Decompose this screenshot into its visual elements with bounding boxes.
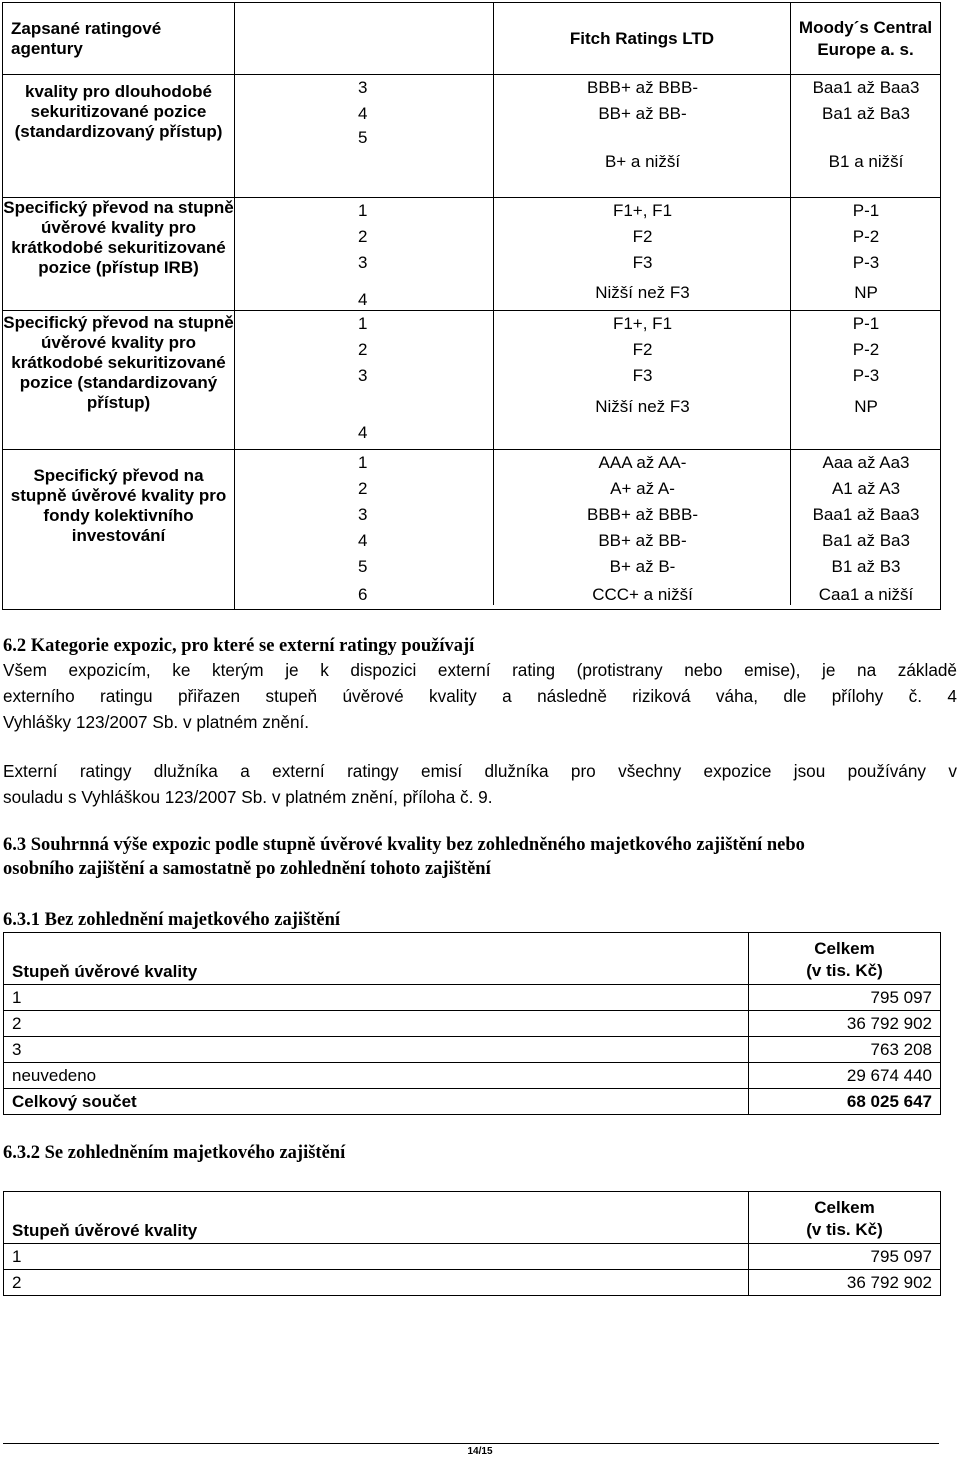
moodys-rating: P-3 [852,253,880,272]
fitch-rating: BBB+ až BBB- [586,78,699,97]
fitch-rating: F2 [632,227,653,246]
heading-line: 6.3 Souhrnná výše expozic podle stupně úvěrové kvality bez zohledněného majetkového zajištění nebo [3,835,805,855]
group-rows [235,450,941,610]
row-label: neuvedeno [4,1063,749,1089]
page-number: 14/15 [467,1446,493,1457]
step-number: 2 [358,479,368,498]
header-total [749,1192,941,1244]
ratings-group [3,75,941,198]
header-quality-step: Stupeň úvěrové kvality [4,933,749,985]
moodys-rating: P-3 [852,366,880,385]
moodys-rating: Baa1 až Baa3 [812,78,920,97]
table-row [4,1011,941,1037]
step-number: 1 [358,201,368,220]
ratings-mapping-table [2,2,941,610]
header-blank [235,3,494,75]
section-6-3-1-heading: 6.3.1 Bez zohlednění majetkového zajištění [3,910,341,930]
group-rows [235,75,941,198]
header-quality-step: Stupeň úvěrové kvality [4,1192,749,1244]
paragraph-line: Externí ratingy dlužníka a externí ratingy emisí dlužníka pro všechny expozice jsou používány v [3,761,957,781]
table-row [4,985,941,1011]
moodys-rating: NP [854,397,878,416]
category-cell: kvality pro dlouhodobé sekuritizované pozice (standardizovaný přístup) [3,75,235,198]
step-number: 4 [358,290,368,309]
row-label: 1 [4,1244,749,1270]
moodys-rating: P-1 [852,201,880,220]
header-fitch: Fitch Ratings LTD [494,3,791,75]
section-6-2-heading: 6.2 Kategorie expozic, pro které se externí ratingy používají [3,636,475,656]
category-cell: Specifický převod na stupně úvěrové kvality pro fondy kolektivního investování [3,450,235,610]
ratings-group [3,450,941,610]
step-number: 2 [358,227,368,246]
step-number: 2 [358,340,368,359]
moodys-rating: Baa1 až Baa3 [812,505,920,524]
moodys-rating: P-2 [852,340,880,359]
step-number: 5 [358,557,368,576]
step-number: 3 [358,505,368,524]
fitch-rating: F1+, F1 [612,201,673,220]
row-label: 3 [4,1037,749,1063]
header-total-unit: (v tis. Kč) [806,1220,883,1239]
row-label: 2 [4,1011,749,1037]
table-total-row [4,1089,941,1115]
section-6-3-2-heading: 6.3.2 Se zohledněním majetkového zajištění [3,1143,346,1163]
fitch-rating: BB+ až BB- [598,104,687,123]
footer-rule [3,1443,939,1444]
ratings-header-row [3,3,941,75]
table-header-row [4,933,941,985]
fitch-rating: F2 [632,340,653,359]
fitch-rating: BBB+ až BBB- [586,505,699,524]
total-value: 68 025 647 [749,1089,941,1115]
moodys-rating: P-2 [852,227,880,246]
category-cell: Specifický převod na stupně úvěrové kvality pro krátkodobé sekuritizované pozice (přístup IRB) [3,198,235,311]
row-value: 36 792 902 [749,1011,941,1037]
fitch-rating: AAA až AA- [598,453,687,472]
category-cell: Specifický převod na stupně úvěrové kvality pro krátkodobé sekuritizované pozice (standardizovaný přístup) [3,311,235,450]
fitch-rating: B+ až B- [609,557,676,576]
fitch-rating: A+ až A- [610,479,675,498]
row-label: 1 [4,985,749,1011]
step-number: 4 [358,423,368,442]
header-moodys: Moody´s Central Europe a. s. [791,3,941,75]
row-value: 763 208 [749,1037,941,1063]
step-number: 3 [358,366,368,385]
group-rows [235,311,941,450]
row-value: 795 097 [749,985,941,1011]
paragraph-line: Všem expozicím, ke kterým je k dispozici externí rating (protistrany nebo emise), je na základě [3,660,957,680]
moodys-rating: Ba1 až Ba3 [822,531,910,550]
section-6-2-paragraph-2 [3,758,957,810]
moodys-rating: B1 a nižší [828,152,904,171]
fitch-rating: F3 [632,253,653,272]
ratings-group [3,311,941,450]
table-header-row [4,1192,941,1244]
moodys-rating: Ba1 až Ba3 [822,104,910,123]
heading-line: osobního zajištění a samostatně po zohlednění tohoto zajištění [3,859,491,879]
group-rows [235,198,941,311]
table-row [4,1244,941,1270]
fitch-rating: F3 [632,366,653,385]
step-number: 4 [358,104,368,123]
fitch-rating: BB+ až BB- [598,531,687,550]
step-number: 1 [358,453,368,472]
step-number: 1 [358,314,368,333]
moodys-rating: Aaa až Aa3 [822,453,910,472]
step-number: 6 [358,584,368,604]
paragraph-line: Vyhlášky 123/2007 Sb. v platném znění. [3,712,310,732]
step-number: 5 [358,128,368,147]
moodys-rating: A1 až A3 [831,479,901,498]
total-label: Celkový součet [4,1089,749,1115]
fitch-rating: Nižší než F3 [595,397,690,416]
exposure-table-without-collateral [3,932,941,1115]
moodys-rating: P-1 [852,314,880,333]
moodys-rating: NP [854,283,878,302]
step-number: 3 [358,253,368,272]
header-total-line: Celkem [814,939,875,958]
paragraph-line: souladu s Vyhláškou 123/2007 Sb. v platném znění, příloha č. 9. [3,787,493,807]
step-number: 4 [358,531,368,550]
fitch-rating: F1+, F1 [612,314,673,333]
exposure-table-with-collateral [3,1191,941,1296]
moodys-rating: B1 až B3 [831,557,901,576]
table-row [4,1063,941,1089]
fitch-rating: CCC+ a nižší [592,584,693,604]
header-agencies: Zapsané ratingové agentury [3,3,235,75]
row-value: 36 792 902 [749,1270,941,1296]
section-6-2-paragraph-1 [3,657,957,735]
header-total-unit: (v tis. Kč) [806,961,883,980]
row-value: 29 674 440 [749,1063,941,1089]
paragraph-line: externího ratingu přiřazen stupeň úvěrové kvality a následně riziková váha, dle přílohy č. 4 [3,686,957,706]
moodys-rating: Caa1 a nižší [818,584,914,604]
fitch-rating: B+ a nižší [604,152,681,171]
header-total-line: Celkem [814,1198,875,1217]
fitch-rating: Nižší než F3 [595,283,690,302]
header-total [749,933,941,985]
row-value: 795 097 [749,1244,941,1270]
step-number: 3 [358,78,368,97]
row-label: 2 [4,1270,749,1296]
table-row [4,1037,941,1063]
table-row [4,1270,941,1296]
ratings-group [3,198,941,311]
section-6-3-heading [3,833,805,881]
